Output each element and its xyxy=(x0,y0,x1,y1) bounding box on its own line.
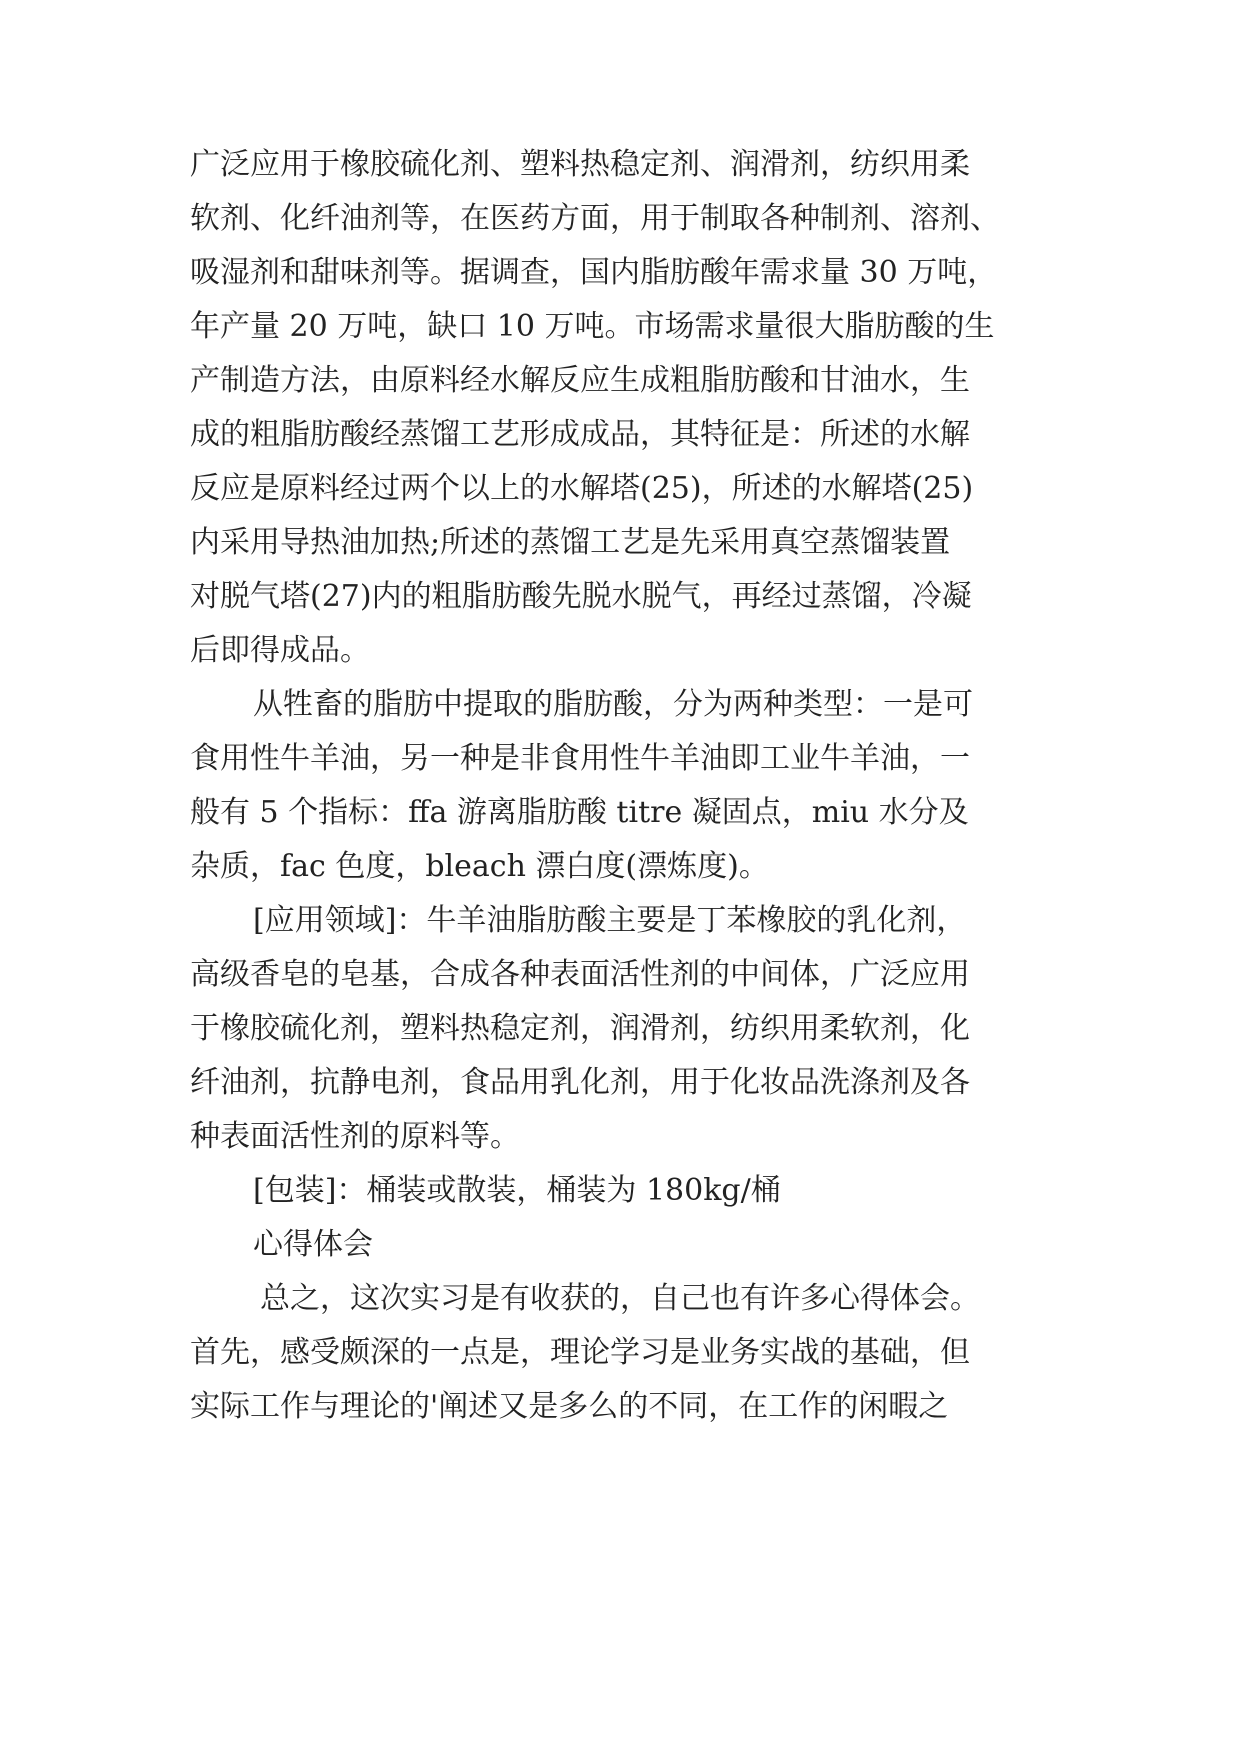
body-text-line: 首先，感受颇深的一点是，理论学习是业务实战的基础，但 xyxy=(190,1335,970,1370)
body-text-line: 种表面活性剂的原料等。 xyxy=(190,1119,520,1154)
body-text-line: 成的粗脂肪酸经蒸馏工艺形成成品，其特征是：所述的水解 xyxy=(190,417,970,452)
body-text-line: 广泛应用于橡胶硫化剂、塑料热稳定剂、润滑剂，纺织用柔 xyxy=(190,147,970,182)
paragraph-first-line: [应用领域]：牛羊油脂肪酸主要是丁苯橡胶的乳化剂， xyxy=(253,903,967,938)
body-text-line: 内采用导热油加热;所述的蒸馏工艺是先采用真空蒸馏装置 xyxy=(190,525,951,560)
body-text-line: 吸湿剂和甜味剂等。据调查，国内脂肪酸年需求量 30 万吨， xyxy=(190,255,998,290)
body-text-line: 于橡胶硫化剂，塑料热稳定剂，润滑剂，纺织用柔软剂，化 xyxy=(190,1011,970,1046)
body-text-line: 般有 5 个指标：ffa 游离脂肪酸 titre 凝固点，miu 水分及 xyxy=(190,795,969,830)
body-text-line: 实际工作与理论的'阐述又是多么的不同，在工作的闲暇之 xyxy=(190,1389,949,1424)
body-text-line: 反应是原料经过两个以上的水解塔(25)，所述的水解塔(25) xyxy=(190,471,974,506)
body-text-line: 产制造方法，由原料经水解反应生成粗脂肪酸和甘油水，生 xyxy=(190,363,970,398)
body-text-line: 纤油剂，抗静电剂，食品用乳化剂，用于化妆品洗涤剂及各 xyxy=(190,1065,970,1100)
body-text-line: 软剂、化纤油剂等，在医药方面，用于制取各种制剂、溶剂、 xyxy=(190,201,1000,236)
section-heading: 心得体会 xyxy=(253,1227,373,1262)
body-text-line: 食用性牛羊油，另一种是非食用性牛羊油即工业牛羊油，一 xyxy=(190,741,970,776)
body-text-line: 后即得成品。 xyxy=(190,633,370,668)
paragraph-first-line: 总之，这次实习是有收获的，自己也有许多心得体会。 xyxy=(260,1281,980,1316)
packaging-line: [包装]：桶装或散装，桶装为 180kg/桶 xyxy=(253,1173,781,1208)
paragraph-first-line: 从牲畜的脂肪中提取的脂肪酸，分为两种类型：一是可 xyxy=(253,687,973,722)
body-text-line: 杂质，fac 色度，bleach 漂白度(漂炼度)。 xyxy=(190,849,769,884)
body-text-line: 年产量 20 万吨，缺口 10 万吨。市场需求量很大脂肪酸的生 xyxy=(190,309,995,344)
body-text-line: 高级香皂的皂基，合成各种表面活性剂的中间体，广泛应用 xyxy=(190,957,970,992)
body-text-line: 对脱气塔(27)内的粗脂肪酸先脱水脱气，再经过蒸馏，冷凝 xyxy=(190,579,972,614)
